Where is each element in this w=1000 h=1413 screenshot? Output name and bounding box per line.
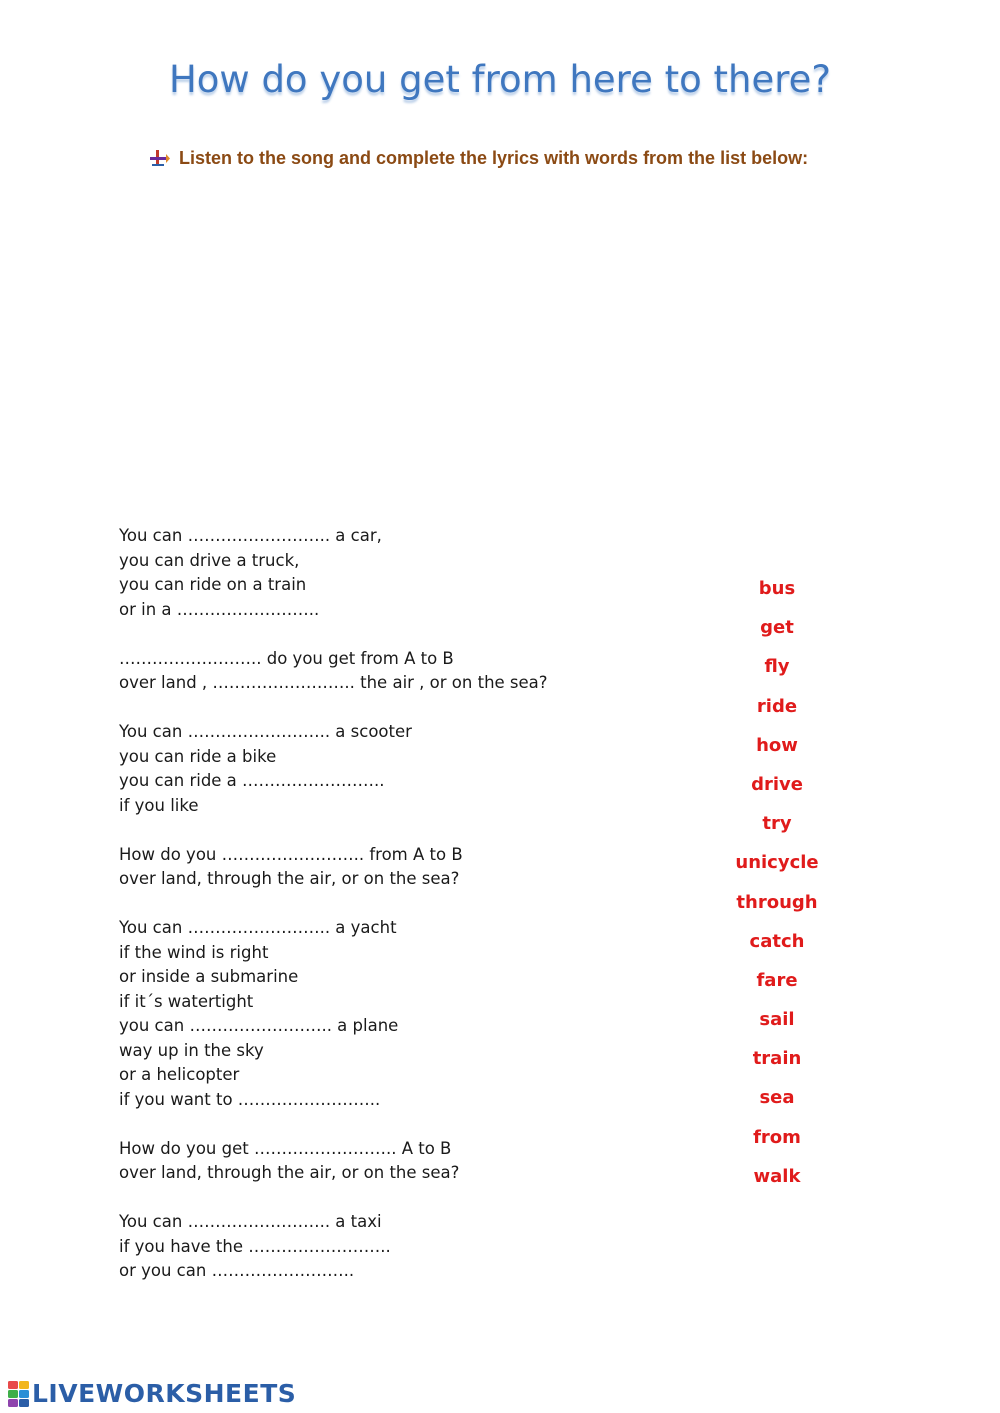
lyric-line: You can …………………….. a car,	[119, 526, 382, 545]
stanza	[119, 524, 679, 622]
logo-text: LIVEWORKSHEETS	[32, 1379, 297, 1408]
word-bank-item: try	[762, 813, 792, 835]
word-bank-item: ride	[756, 695, 798, 717]
lyric-line: over land , …………………….. the air , or on the sea?	[119, 673, 548, 692]
word-bank-item: through	[736, 891, 818, 913]
lyric-line: if you have the ……………………..	[119, 1236, 391, 1256]
instruction-row	[148, 148, 808, 169]
footer-logo[interactable]	[8, 1379, 296, 1408]
lyric-line: if you like	[119, 795, 199, 815]
lyric-line: or a helicopter	[119, 1065, 240, 1084]
lyric-line: you can ride a ……………………..	[119, 771, 385, 790]
lyric-line: or inside a submarine	[119, 967, 299, 986]
lyric-line: You can …………………….. a taxi	[119, 1212, 382, 1231]
lyric-line: if you want to ……………………..	[119, 1089, 381, 1109]
lyric-line: …………………….. do you get from A to B	[119, 648, 454, 668]
stanza	[119, 1137, 679, 1186]
lyric-line: or in a ……………………..	[119, 599, 320, 619]
lyric-line: How do you get …………………….. A to B	[119, 1138, 452, 1158]
word-bank-item: drive	[751, 773, 803, 795]
word-bank	[697, 575, 857, 1202]
stanza	[119, 720, 679, 818]
lyric-line: if it´s watertight	[119, 991, 254, 1011]
lyric-line: you can ride a bike	[119, 746, 277, 766]
word-bank-item: bus	[758, 578, 796, 599]
lyric-line: over land, through the air, or on the sea?	[119, 1163, 460, 1182]
lyric-line: you can …………………….. a plane	[119, 1016, 399, 1035]
word-bank-item: walk	[753, 1165, 801, 1187]
word-bank-item: train	[752, 1048, 802, 1070]
lyrics	[119, 524, 679, 1308]
word-bank-item: sea	[759, 1087, 795, 1109]
lyric-line: you can ride on a train	[119, 575, 307, 594]
word-bank-item: unicycle	[735, 852, 819, 874]
word-bank-item: sail	[759, 1009, 795, 1031]
lyric-line: You can …………………….. a scooter	[119, 722, 412, 741]
word-bank-item: from	[753, 1126, 801, 1148]
stanza	[119, 843, 679, 892]
stanza	[119, 1210, 679, 1284]
word-bank-item: fare	[756, 969, 798, 991]
word-bank-item: catch	[749, 930, 805, 952]
instruction-text: Listen to the song and complete the lyrics with words from the list below:	[179, 148, 809, 168]
lyric-line: you can drive a truck,	[119, 550, 300, 570]
lyric-line: You can …………………….. a yacht	[119, 918, 397, 937]
word-bank-item: get	[760, 617, 794, 639]
liveworksheets-logo-icon	[8, 1381, 30, 1407]
stanza	[119, 647, 679, 696]
word-bank-item: how	[756, 734, 798, 756]
lyric-line: if the wind is right	[119, 942, 269, 962]
stanza	[119, 916, 679, 1112]
bullet-arrow-icon	[148, 149, 170, 169]
page-title: How do you get from here to there?	[168, 58, 832, 101]
word-bank-item: fly	[764, 656, 790, 678]
lyric-line: way up in the sky	[119, 1040, 264, 1060]
lyric-line: or you can ……………………..	[119, 1261, 355, 1280]
lyric-line: How do you …………………….. from A to B	[119, 844, 463, 864]
lyric-line: over land, through the air, or on the sea?	[119, 869, 460, 888]
